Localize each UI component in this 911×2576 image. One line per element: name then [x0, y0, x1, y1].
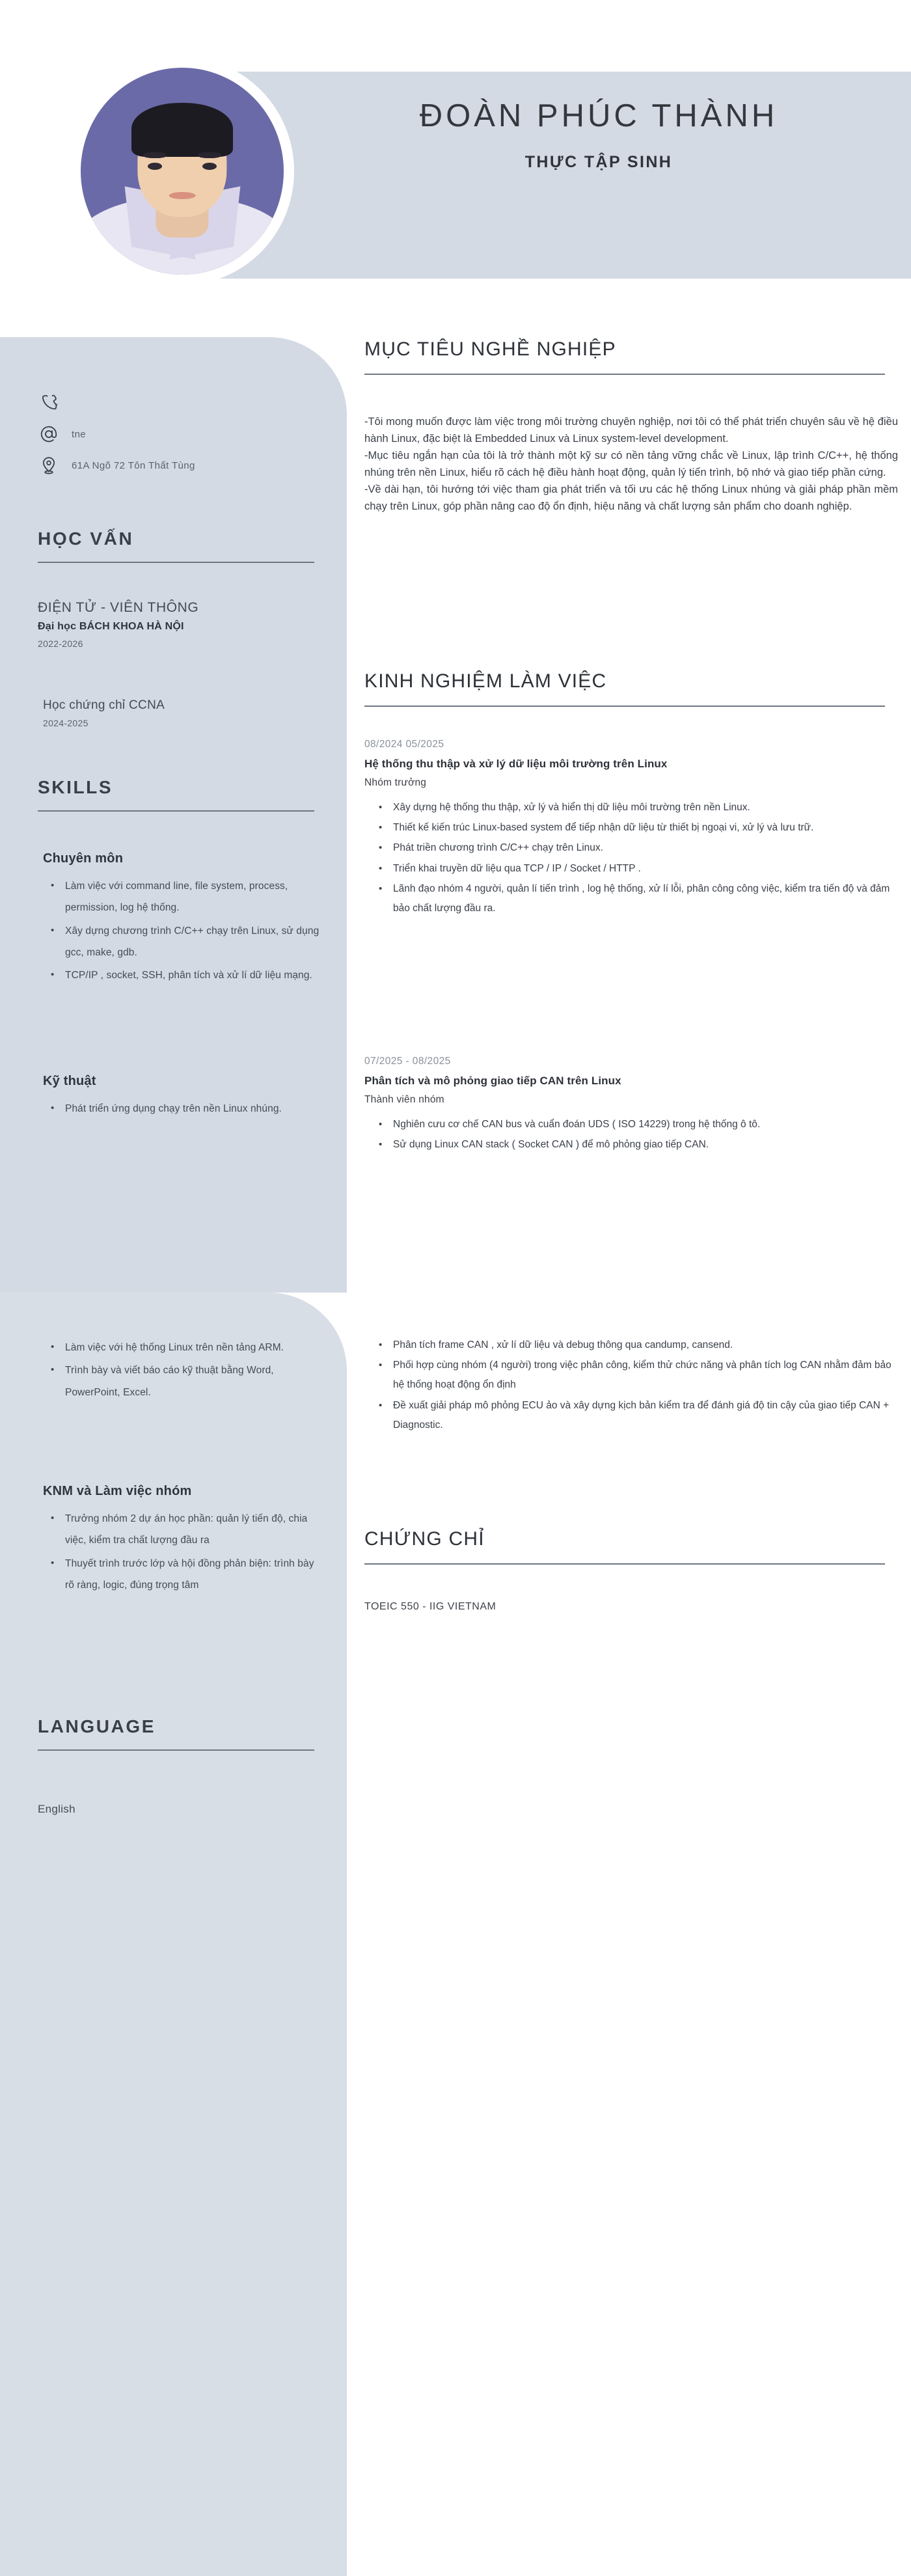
contact-row-email[interactable] [38, 418, 318, 450]
list-item: • Trình bày và viết báo cáo kỹ thuật bằng Word, PowerPoint, Excel. [65, 1360, 324, 1403]
education-certificate: Học chứng chỉ CCNA [43, 698, 165, 712]
header-text [306, 98, 891, 172]
objective-heading-group [364, 338, 898, 375]
skills-divider [38, 810, 314, 812]
job-title: Hệ thống thu thập và xử lý dữ liệu môi trường trên Linux [364, 758, 668, 770]
job-date: 07/2025 - 08/2025 [364, 1056, 451, 1067]
list-item: • Trưởng nhóm 2 dự án học phần: quản lý tiến độ, chia việc, kiểm tra chất lượng đầu ra [65, 1508, 324, 1552]
education-major: ĐIỆN TỬ - VIÊN THÔNG [38, 600, 199, 615]
education-divider [38, 562, 314, 563]
contact-list [38, 387, 318, 481]
experience-job-2 [364, 1056, 898, 1155]
list-item: • Thiết kế kiến trúc Linux-based system để tiếp nhận dữ liệu từ thiết bị ngoại vi, xử lý và lưu trữ. [393, 818, 898, 838]
profile-photo [81, 68, 284, 275]
skills-group-continued [38, 1328, 324, 1404]
phone-icon [38, 392, 60, 414]
job-date: 08/2024 05/2025 [364, 739, 444, 750]
certificates-heading-group [364, 1528, 898, 1565]
list-item: • Làm việc với command line, file system, process, permission, log hệ thống. [65, 875, 324, 919]
list-item: • Thuyết trình trước lớp và hội đồng phản biện: trình bày rõ ràng, logic, đúng trọng tâm [65, 1553, 324, 1596]
list-item: • Lãnh đạo nhóm 4 người, quản lí tiến trình , log hệ thống, xử lí lỗi, phân công công việc, kiểm tra tiến độ và đảm bảo chất lượng đầu ra. [393, 879, 898, 918]
list-item: • Xây dựng chương trình C/C++ chạy trên Linux, sử dụng gcc, make, gdb. [65, 920, 324, 964]
skills-heading: SKILLS [38, 777, 113, 797]
objective-paragraph: -Về dài hạn, tôi hướng tới việc tham gia phát triển và tối ưu các hệ thống Linux nhúng và giải pháp phần mềm chạy trên Linux, góp phần nâng cao độ ổn định, hiệu năng và chất lượng sản phẩm cho doanh nghiệp. [364, 484, 898, 513]
job-title: Phân tích và mô phỏng giao tiếp CAN trên Linux [364, 1075, 621, 1087]
job-role: Thành viên nhóm [364, 1094, 444, 1105]
skills-list [38, 1337, 324, 1403]
skills-heading-group [38, 777, 318, 812]
list-item: • Phát triển ứng dụng chạy trên nền Linux nhúng. [65, 1098, 324, 1119]
certificates-divider [364, 1563, 885, 1565]
job-bullet-list [364, 1336, 898, 1435]
contact-row-phone[interactable] [38, 387, 318, 418]
list-item: • Phối hợp cùng nhóm (4 người) trong việc phân công, kiểm thử chức năng và phân tích log CAN nhằm đảm bảo hệ thống hoạt động ổn định [393, 1356, 898, 1395]
experience-heading-group [364, 670, 898, 707]
skills-list [38, 1098, 324, 1119]
skills-group-technical [38, 1074, 324, 1121]
objective-paragraph: -Tôi mong muốn được làm việc trong môi trường chuyên nghiệp, nơi tôi có thể phát triển chuyên sâu về hệ điều hành Linux, đặc biệt là Embedded Linux và Linux system-level development. [364, 416, 898, 445]
language-divider [38, 1749, 314, 1751]
candidate-name: ĐOÀN PHÚC THÀNH [419, 98, 778, 133]
contact-email-value: tne [72, 428, 87, 440]
education-certificate-years: 2024-2025 [43, 718, 88, 728]
location-icon [38, 454, 60, 476]
list-item: • Sử dụng Linux CAN stack ( Socket CAN ) để mô phỏng giao tiếp CAN. [393, 1135, 898, 1155]
language-heading-group [38, 1716, 318, 1751]
education-heading: HỌC VẤN [38, 528, 134, 549]
list-item: • Nghiên cưu cơ chế CAN bus và cuẩn đoán UDS ( ISO 14229) trong hệ thống ô tô. [393, 1115, 898, 1134]
objective-text [364, 413, 898, 515]
education-heading-group [38, 528, 318, 563]
list-item: • Phân tích frame CAN , xử lí dữ liệu và debug thông qua candump, cansend. [393, 1336, 898, 1355]
list-item: • Làm việc với hệ thống Linux trên nền tảng ARM. [65, 1337, 324, 1358]
objective-divider [364, 374, 885, 375]
experience-job-2-continued [364, 1326, 898, 1436]
language-list [38, 1803, 324, 1816]
contact-address-value: 61A Ngõ 72 Tôn Thất Tùng [72, 459, 195, 471]
list-item: • Xây dựng hệ thống thu thập, xử lý và hiển thị dữ liệu môi trường trên nền Linux. [393, 798, 898, 817]
certificates-heading: CHỨNG CHỈ [364, 1528, 485, 1550]
avatar [70, 57, 294, 285]
list-item: TOEIC 550 - IIG VIETNAM [364, 1601, 496, 1612]
education-entry-certificate [38, 698, 324, 728]
list-item: • Phát triền chương trình C/C++ chạy trên Linux. [393, 838, 898, 858]
skills-group-title: Kỹ thuật [43, 1074, 96, 1088]
certificates-list [364, 1601, 898, 1613]
language-heading: LANGUAGE [38, 1716, 156, 1736]
skills-list [38, 875, 324, 987]
list-item: English [38, 1803, 75, 1815]
experience-job-1 [364, 739, 898, 919]
list-item: • TCP/IP , socket, SSH, phân tích và xử lí dữ liệu mạng. [65, 965, 324, 986]
skills-group-title: KNM và Làm việc nhóm [43, 1484, 192, 1498]
list-item: • Đề xuất giải pháp mô phỏng ECU ảo và xây dựng kịch bản kiểm tra để đánh giá độ tin cậy của giao tiếp CAN + Diagnostic. [393, 1396, 898, 1435]
list-item: • Triển khai truyền dữ liệu qua TCP / IP / Socket / HTTP . [393, 859, 898, 879]
job-bullet-list [364, 798, 898, 918]
experience-divider [364, 706, 885, 707]
contact-row-address[interactable] [38, 450, 318, 481]
job-bullet-list [364, 1115, 898, 1155]
skills-group-professional [38, 851, 324, 988]
skills-group-title: Chuyên môn [43, 851, 124, 866]
skills-group-softskills [38, 1484, 324, 1597]
objective-heading: MỤC TIÊU NGHỀ NGHIỆP [364, 338, 616, 360]
objective-paragraph: -Mục tiêu ngắn hạn của tôi là trở thành một kỹ sư có nền tảng vững chắc về Linux, lập trình C/C++, hệ thống nhúng trên nền Linux, hiểu rõ cách hệ điều hành hoạt động, quản lý tiến trình, bộ nhớ và giao tiếp phần cứng. [364, 450, 898, 479]
job-role: Nhóm trưởng [364, 777, 427, 788]
education-entry-university [38, 600, 324, 649]
skills-list [38, 1508, 324, 1596]
email-icon [38, 423, 60, 445]
experience-heading: KINH NGHIỆM LÀM VIỆC [364, 670, 607, 692]
education-years: 2022-2026 [38, 638, 83, 649]
education-school: Đại học BÁCH KHOA HÀ NỘI [38, 621, 184, 632]
candidate-role: THỰC TẬP SINH [524, 152, 673, 171]
